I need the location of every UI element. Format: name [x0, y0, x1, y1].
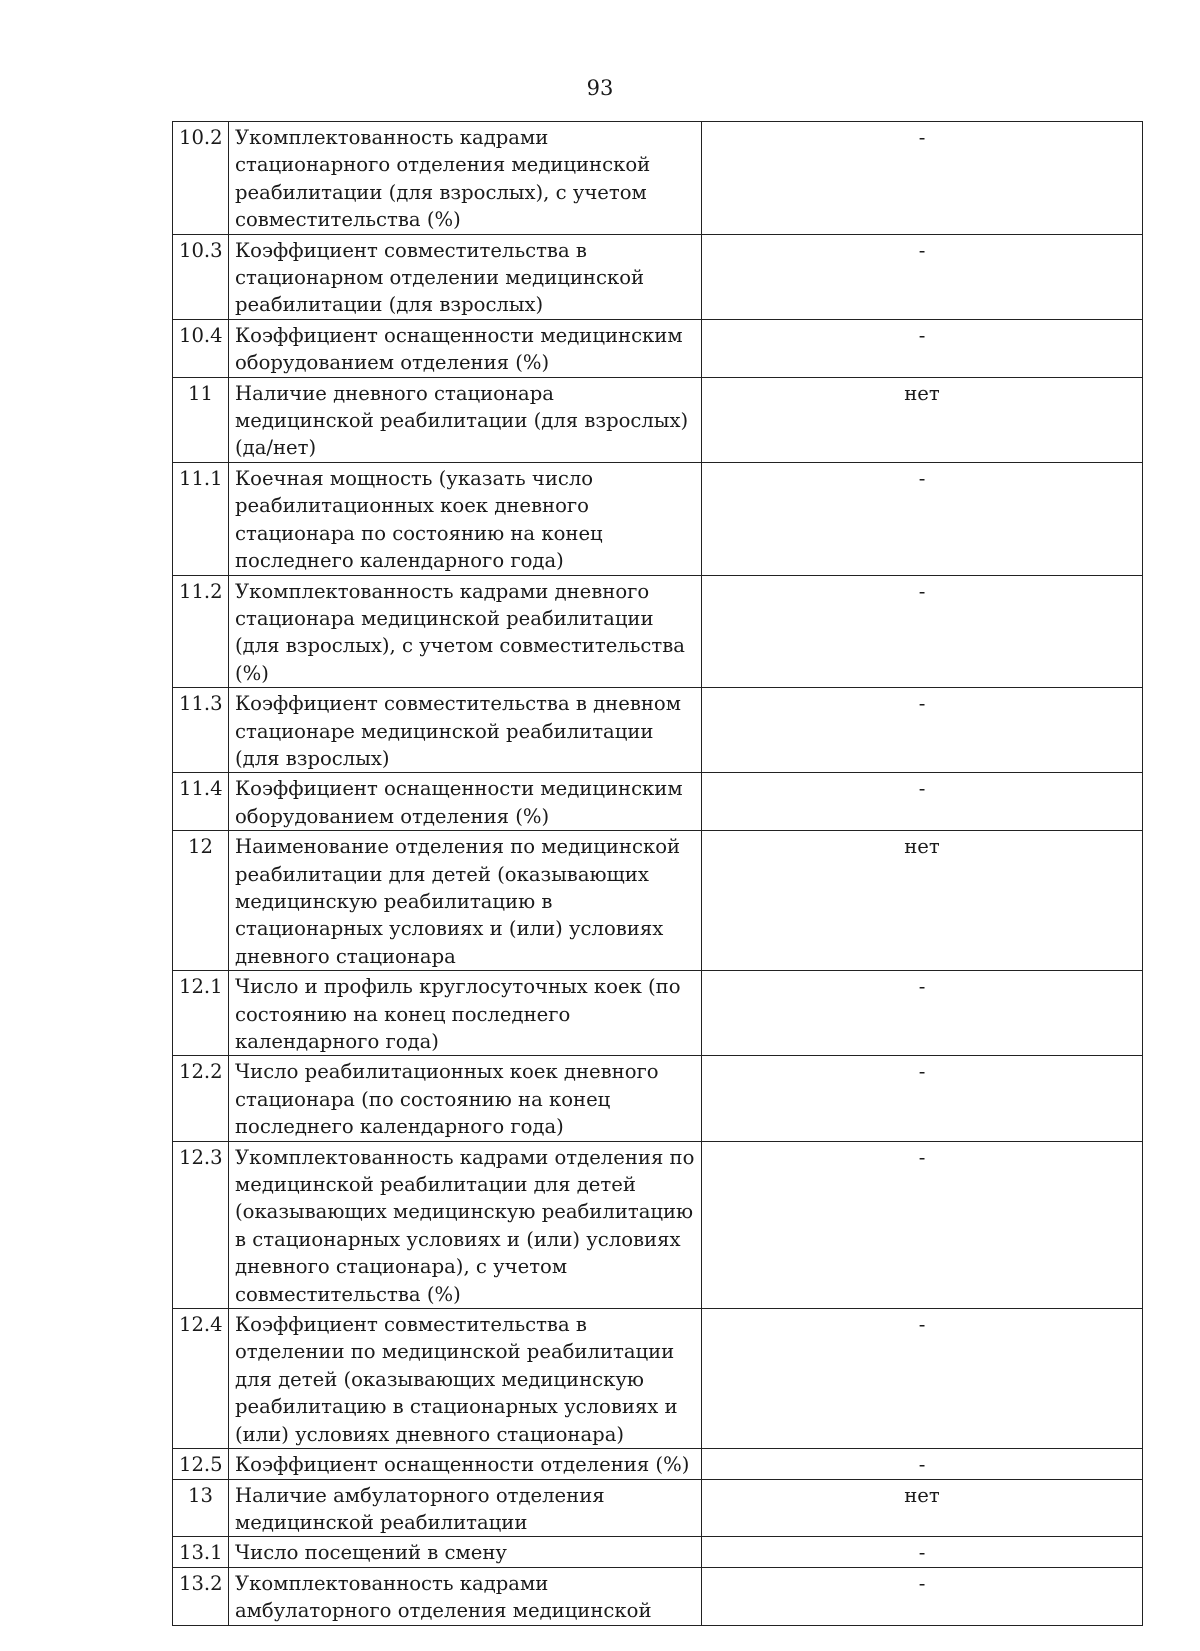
row-value: нет [702, 831, 1143, 971]
table-row [173, 1449, 1143, 1479]
row-indicator-name: Наличие дневного стационара медицинской реабилитации (для взрослых) (да/нет) [229, 377, 702, 462]
row-indicator-name: Коэффициент совместительства в стационарном отделении медицинской реабилитации (для взрослых) [229, 234, 702, 319]
row-value: - [702, 122, 1143, 235]
row-value: - [702, 1056, 1143, 1141]
row-value: - [702, 1537, 1143, 1567]
page-number: 93 [586, 76, 614, 100]
row-number: 12 [173, 831, 229, 971]
row-value: - [702, 462, 1143, 575]
table-row [173, 1056, 1143, 1141]
row-number: 12.5 [173, 1449, 229, 1479]
row-number: 10.3 [173, 234, 229, 319]
row-value: - [702, 1141, 1143, 1308]
table-row [173, 1537, 1143, 1567]
row-indicator-name: Число реабилитационных коек дневного стационара (по состоянию на конец последнего календарного года) [229, 1056, 702, 1141]
row-indicator-name: Укомплектованность кадрами отделения по медицинской реабилитации для детей (оказывающих медицинскую реабилитацию в стационарных условиях и (или) условиях дневного стационара), с учетом совместительства (%) [229, 1141, 702, 1308]
table-row [173, 831, 1143, 971]
row-number: 13 [173, 1479, 229, 1537]
table-row [173, 1567, 1143, 1625]
row-value: - [702, 971, 1143, 1056]
row-value: - [702, 773, 1143, 831]
row-number: 10.4 [173, 319, 229, 377]
row-indicator-name: Коэффициент совместительства в дневном стационаре медицинской реабилитации (для взрослых) [229, 688, 702, 773]
row-number: 13.2 [173, 1567, 229, 1625]
row-indicator-name: Укомплектованность кадрами дневного стационара медицинской реабилитации (для взрослых), с учетом совместительства (%) [229, 575, 702, 688]
row-indicator-name: Число посещений в смену [229, 1537, 702, 1567]
table-row [173, 462, 1143, 575]
row-value: - [702, 234, 1143, 319]
row-value: - [702, 319, 1143, 377]
table-row [173, 234, 1143, 319]
row-indicator-name: Число и профиль круглосуточных коек (по состоянию на конец последнего календарного года) [229, 971, 702, 1056]
row-number: 12.3 [173, 1141, 229, 1308]
row-number: 13.1 [173, 1537, 229, 1567]
table-row [173, 575, 1143, 688]
row-value: - [702, 1309, 1143, 1449]
row-number: 11 [173, 377, 229, 462]
row-indicator-name: Коэффициент оснащенности отделения (%) [229, 1449, 702, 1479]
table-row [173, 377, 1143, 462]
row-number: 12.2 [173, 1056, 229, 1141]
row-indicator-name: Коечная мощность (указать число реабилитационных коек дневного стационара по состоянию на конец последнего календарного года) [229, 462, 702, 575]
row-value: - [702, 1449, 1143, 1479]
table-row [173, 971, 1143, 1056]
row-number: 11.4 [173, 773, 229, 831]
row-number: 12.4 [173, 1309, 229, 1449]
row-indicator-name: Коэффициент совместительства в отделении по медицинской реабилитации для детей (оказывающих медицинскую реабилитацию в стационарных условиях и (или) условиях дневного стационара) [229, 1309, 702, 1449]
table-row [173, 122, 1143, 235]
row-value: - [702, 688, 1143, 773]
row-number: 11.3 [173, 688, 229, 773]
row-number: 10.2 [173, 122, 229, 235]
row-number: 11.1 [173, 462, 229, 575]
row-indicator-name: Наличие амбулаторного отделения медицинской реабилитации [229, 1479, 702, 1537]
row-value: - [702, 1567, 1143, 1625]
table-row [173, 773, 1143, 831]
row-indicator-name: Укомплектованность кадрами стационарного отделения медицинской реабилитации (для взрослых), с учетом совместительства (%) [229, 122, 702, 235]
row-value: нет [702, 1479, 1143, 1537]
row-indicator-name: Укомплектованность кадрами амбулаторного отделения медицинской [229, 1567, 702, 1625]
row-indicator-name: Коэффициент оснащенности медицинским оборудованием отделения (%) [229, 773, 702, 831]
row-value: - [702, 575, 1143, 688]
table-row [173, 1309, 1143, 1449]
indicators-table [172, 121, 1143, 1626]
table-row [173, 319, 1143, 377]
table-row [173, 688, 1143, 773]
table-row [173, 1479, 1143, 1537]
row-number: 12.1 [173, 971, 229, 1056]
row-value: нет [702, 377, 1143, 462]
row-indicator-name: Коэффициент оснащенности медицинским оборудованием отделения (%) [229, 319, 702, 377]
row-number: 11.2 [173, 575, 229, 688]
row-indicator-name: Наименование отделения по медицинской реабилитации для детей (оказывающих медицинскую реабилитацию в стационарных условиях и (или) условиях дневного стационара [229, 831, 702, 971]
table-row [173, 1141, 1143, 1308]
